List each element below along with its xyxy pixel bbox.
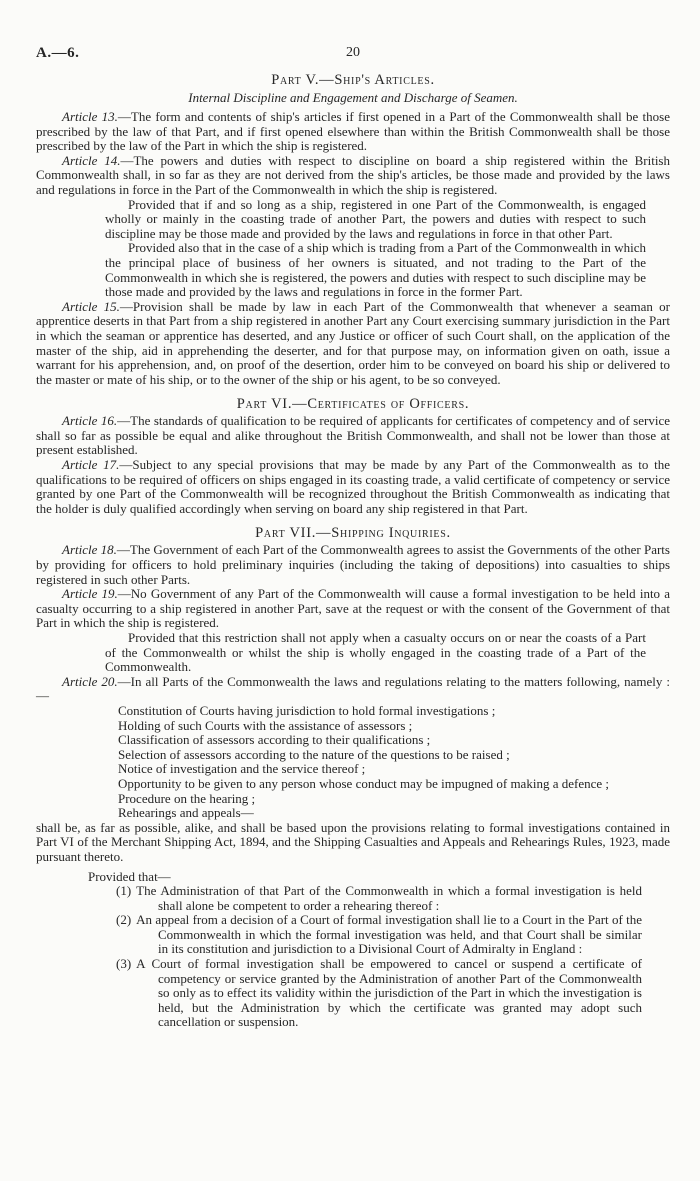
part-v-subtitle: Internal Discipline and Engagement and Discharge of Seamen. xyxy=(188,90,518,105)
list-item: Opportunity to be given to any person whose conduct may be impugned of making a defence ; xyxy=(118,775,609,791)
article-18-text: —The Government of each Part of the Commonwealth agrees to assist the Governments of the other Parts by providing for officers to hold preliminary inquiries (including the taking of depositions) into casualties to ships registered in such other Parts. xyxy=(36,542,670,587)
article-14-proviso-second: Provided also that in the case of a ship which is trading from a Part of the Commonwealth in which the principal place of business of her owners is situated, and not trading to the Part of the Commonwealth in which she is registered, the powers and duties with respect to such discipline may be those made and provided by the laws and regulations in force in the former Part. xyxy=(105,240,646,300)
provided-item-2-text: An appeal from a decision of a Court of formal investigation shall lie to a Court in the Part of the Commonwealth in which the formal investigation was held, and that Court shall be similar in its constitution and jurisdiction to a Divisional Court of Admiralty in England : xyxy=(136,912,642,957)
article-19-proviso: Provided that this restriction shall not apply when a casualty occurs on or near the coasts of a Part of the Commonwealth or whilst the ship is wholly engaged in the coasting trade of a Part of the Commonwealth. xyxy=(105,630,646,675)
list-item: Holding of such Courts with the assistance of assessors ; xyxy=(118,717,413,733)
page-number: 20 xyxy=(346,45,360,60)
provided-item-1-text: The Administration of that Part of the Commonwealth in which a formal investigation is held shall alone be competent to order a rehearing thereof : xyxy=(136,883,642,913)
article-14-proviso-first: Provided that if and so long as a ship, registered in one Part of the Commonwealth, is engaged wholly or mainly in the coasting trade of another Part, the powers and duties with respect to such discipline may be those made and provided by the laws and regulations in force in that other Part. xyxy=(105,196,646,241)
article-19-paragraph xyxy=(36,587,670,631)
article-20-text: —In all Parts of the Commonwealth the laws and regulations relating to the matters following, namely :— xyxy=(36,673,670,704)
article-17-text: —Subject to any special provisions that may be made by any Part of the Commonwealth as to the qualifications to be required of officers on ships engaged in its coasting trade, a valid certificate of competency or service granted by one Part of the Commonwealth will be recognized throughout the British Commonwealth as indicating that the holder is duly qualified accordingly when serving on board any ship registered in that Part. xyxy=(36,457,670,516)
article-16-paragraph xyxy=(36,414,670,458)
article-19-text: —No Government of any Part of the Commonwealth will cause a formal investigation to be held into a casualty occurring to a ship registered in another Part, save at the request or with the consent of the Government of that Part in which the ship is registered. xyxy=(36,586,670,631)
article-15-paragraph xyxy=(36,300,670,388)
provided-item-2 xyxy=(116,912,642,957)
article-20-label: Article 20. xyxy=(62,673,118,689)
provided-item-3-text: A Court of formal investigation shall be empowered to cancel or suspend a certificate of competency or service granted by the Administration of another Part of the Commonwealth so only as to effect its validity within the jurisdiction of the Part in which the investigation is held, but the Administration by which the certificate was granted may adopt such cancellation or suspension. xyxy=(136,956,642,1030)
article-17-label: Article 17. xyxy=(62,457,120,473)
article-14-paragraph xyxy=(36,154,670,198)
article-15-text: —Provision shall be made by law in each Part of the Commonwealth that whenever a seaman or apprentice deserts in that Part from a ship registered in another Part any Court exercising summary jurisdiction in the Part in which the seaman or apprentice has deserted, and any Justice or officer of such Court shall, on the application of the master of the ship, aid in apprehending the deserter, and for that purpose may, on information given on oath, issue a warrant for his apprehension, and, on proof of the desertion, order him to be conveyed on board his ship or delivered to the master or mate of his ship, or to the owner of the ship or his agent, to be so conveyed. xyxy=(36,298,670,387)
provided-item-3 xyxy=(116,956,642,1030)
list-item: Classification of assessors according to their qualifications ; xyxy=(118,732,431,748)
article-14-label: Article 14. xyxy=(62,152,121,168)
article-18-paragraph xyxy=(36,543,670,587)
list-item: Constitution of Courts having jurisdiction to hold formal investigations ; xyxy=(118,702,496,718)
list-item: Procedure on the hearing ; xyxy=(118,790,256,806)
provided-item-1-number: (1) xyxy=(116,883,132,899)
article-15-label: Article 15. xyxy=(62,298,120,314)
part-vi-heading: Part VI.—Certificates of Officers. xyxy=(236,396,470,413)
article-16-text: —The standards of qualification to be required of applicants for certificates of competency and of service shall so far as possible be equal and alike throughout the British Commonwealth, and shall not be lower than those at present established. xyxy=(36,413,670,458)
part-vii-heading: Part VII.—Shipping Inquiries. xyxy=(255,525,451,542)
article-18-label: Article 18. xyxy=(62,542,117,558)
article-20-list xyxy=(118,704,662,821)
provided-that-label: Provided that— xyxy=(88,868,171,884)
article-19-label: Article 19. xyxy=(62,586,118,602)
article-14-text: —The powers and duties with respect to discipline on board a ship registered within the British Commonwealth shall, in so far as they are not derived from the ship's articles, be those made and provided by the laws and regulations in force in the Part of the Commonwealth in which the ship is registered. xyxy=(36,152,670,197)
article-13-paragraph xyxy=(36,110,670,154)
document-reference: A.—6. xyxy=(36,45,80,61)
article-20-paragraph xyxy=(36,675,670,704)
provided-item-1 xyxy=(116,883,642,913)
list-item: Rehearings and appeals— xyxy=(118,805,254,821)
list-item: Selection of assessors according to the nature of the questions to be raised ; xyxy=(118,746,510,762)
provided-item-2-number: (2) xyxy=(116,912,132,928)
article-13-text: —The form and contents of ship's articles if first opened in a Part of the Commonwealth shall be those prescribed by the law of that Part, and if first opened elsewhere than within the British Commonwealth shall be those prescribed by the law of the Part in which the ship is registered. xyxy=(36,109,670,154)
page-header xyxy=(36,44,670,62)
part-v-heading: Part V.—Ship's Articles. xyxy=(271,72,435,88)
article-20-continuation: shall be, as far as possible, alike, and shall be based upon the provisions relating to formal investigations contained in Part VI of the Merchant Shipping Act, 1894, and the Shipping Casualties and Appeals and Rehearings Rules, 1923, made pursuant thereto. xyxy=(36,819,670,864)
article-13-label: Article 13. xyxy=(62,109,118,124)
list-item: Notice of investigation and the service thereof ; xyxy=(118,761,366,777)
article-17-paragraph xyxy=(36,458,670,516)
article-16-label: Article 16. xyxy=(62,413,118,429)
provided-item-3-number: (3) xyxy=(116,956,132,972)
